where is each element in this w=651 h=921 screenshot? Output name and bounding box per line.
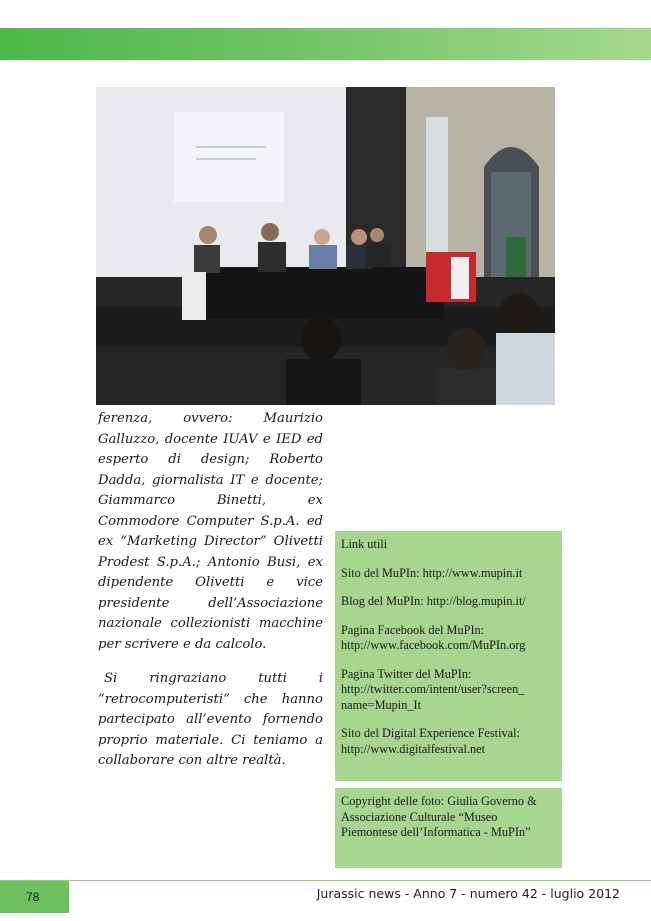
link-item-festival[interactable] — [341, 726, 556, 757]
link-item-blog[interactable] — [341, 594, 556, 610]
article-body — [98, 409, 323, 772]
link-label: Sito del Digital Experience Festival: — [341, 726, 520, 740]
photo-copyright-box — [335, 788, 562, 868]
copyright-text: Copyright delle foto: Giulia Governo & Associazione Culturale “Museo Piemontese dell’Informatica - MuPIn” — [341, 794, 537, 839]
link-label: Blog del MuPIn: http://blog.mupin.it/ — [341, 594, 526, 608]
link-label: Sito del MuPIn: http://www.mupin.it — [341, 565, 523, 580]
body-paragraph: ferenza, ovvero: Maurizio Galluzzo, docente IUAV e IED ed esperto di design; Roberto Dadda, giornalista IT e docente; Giammarco Binetti, ex Commodore Computer S.p.A. ed ex “Marketing Director” Olivetti Prodest S.p.A.; Antonio Busi, ex dipendente Olivetti e vice presidente dell’Associazione nazionale collezionisti macchine per scrivere e da calcolo. — [98, 411, 323, 652]
footer-divider — [0, 880, 651, 881]
useful-links-box — [335, 531, 562, 781]
conference-photo — [96, 87, 555, 405]
page-number-text: 78 — [26, 890, 40, 904]
link-url: http://twitter.com/intent/user?screen_ name=Mupin_It — [341, 682, 525, 712]
link-item-twitter[interactable] — [341, 667, 556, 714]
links-box-title: Link utili — [341, 537, 388, 551]
publication-footer: Jurassic news - Anno 7 - numero 42 - luglio 2012 — [316, 886, 620, 901]
link-label: Pagina Facebook del MuPIn: — [341, 622, 485, 637]
link-item-facebook[interactable] — [341, 623, 556, 654]
body-paragraph: Si ringraziano tutti i “retrocomputeristi” che hanno partecipato all’evento fornendo proprio materiale. Ci teniamo a collaborare con altre realtà. — [98, 671, 323, 768]
link-item-site[interactable] — [341, 566, 556, 582]
link-url: http://www.facebook.com/MuPIn.org — [341, 638, 526, 652]
page-number — [0, 881, 69, 913]
link-label: Pagina Twitter del MuPIn: — [341, 666, 472, 681]
header-green-bar — [0, 28, 651, 60]
link-url: http://www.digitalfestival.net — [341, 741, 486, 756]
